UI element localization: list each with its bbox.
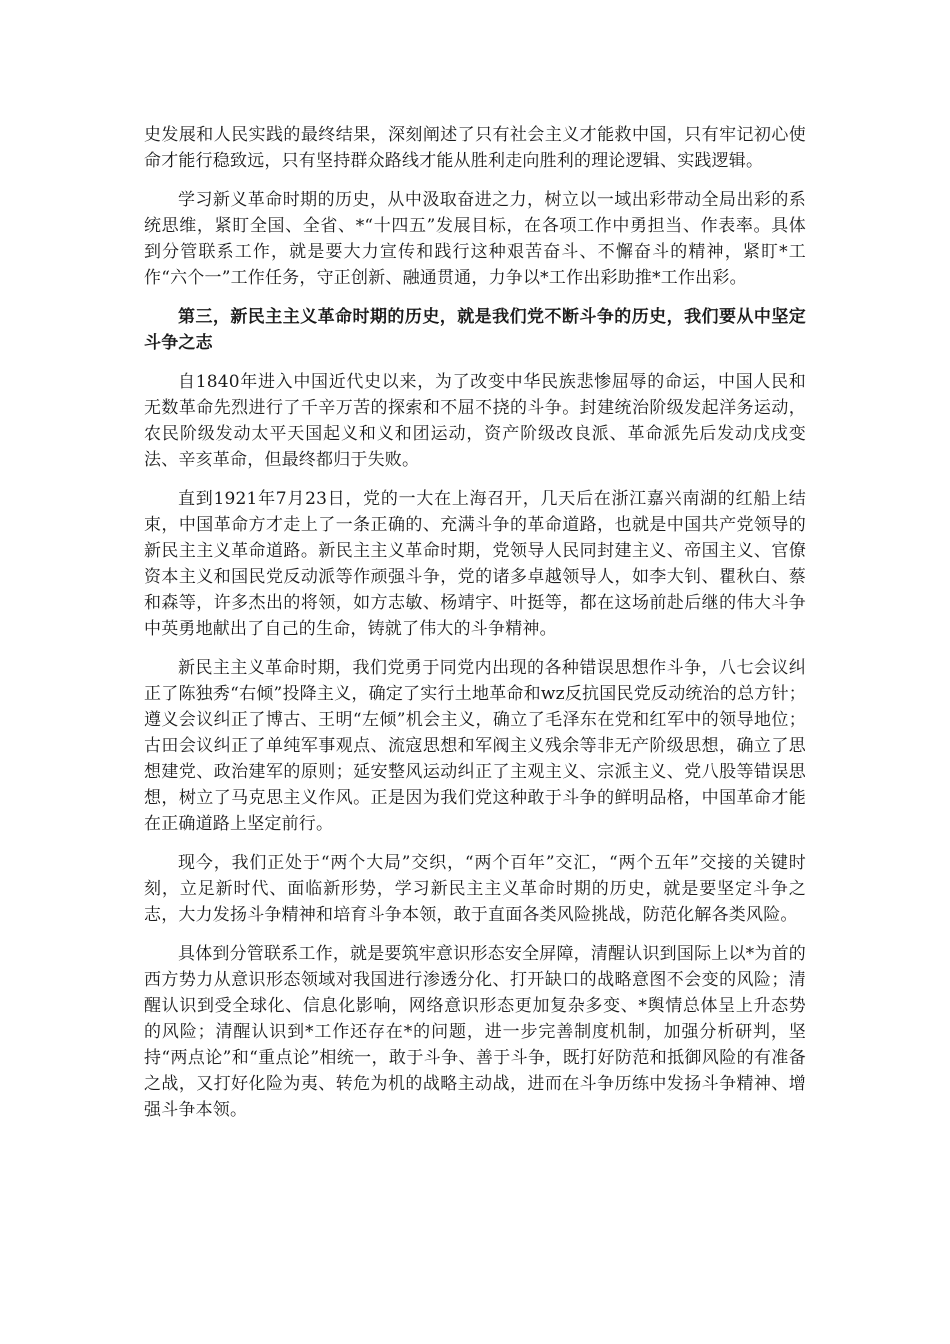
document-page: [144, 122, 806, 1136]
paragraph: 学习新义革命时期的历史，从中汲取奋进之力，树立以一域出彩带动全局出彩的系统思维，紧盯全国、全省、*“十四五”发展目标，在各项工作中勇担当、作表率。具体到分管联系工作，就是要大力宣传和践行这种艰苦奋斗、不懈奋斗的精神，紧盯*工作“六个一”工作任务，守正创新、融通贯通，力争以*工作出彩助推*工作出彩。: [144, 190, 806, 288]
paragraph: 直到1921年7月23日，党的一大在上海召开，几天后在浙江嘉兴南湖的红船上结束，中国革命方才走上了一条正确的、充满斗争的革命道路，也就是中国共产党领导的新民主主义革命道路。新民主主义革命时期，党领导人民同封建主义、帝国主义、官僚资本主义和国民党反动派等作顽强斗争，党的诸多卓越领导人，如李大钊、瞿秋白、蔡和森等，许多杰出的将领，如方志敏、杨靖宇、叶挺等，都在这场前赴后继的伟大斗争中英勇地献出了自己的生命，铸就了伟大的斗争精神。: [144, 489, 806, 639]
paragraph: 新民主主义革命时期，我们党勇于同党内出现的各种错误思想作斗争，八七会议纠正了陈独秀“右倾”投降主义，确定了实行土地革命和wz反抗国民党反动统治的总方针；遵义会议纠正了博古、王明“左倾”机会主义，确立了毛泽东在党和红军中的领导地位；古田会议纠正了单纯军事观点、流寇思想和军阀主义残余等非无产阶级思想，确立了思想建党、政治建军的原则；延安整风运动纠正了主观主义、宗派主义、党八股等错误思想，树立了马克思主义作风。正是因为我们党这种敢于斗争的鲜明品格，中国革命才能在正确道路上坚定前行。: [144, 658, 806, 834]
paragraph: 自1840年进入中国近代史以来，为了改变中华民族悲惨屈辱的命运，中国人民和无数革命先烈进行了千辛万苦的探索和不屈不挠的斗争。封建统治阶级发起洋务运动，农民阶级发动太平天国起义和义和团运动，资产阶级改良派、革命派先后发动戊戌变法、辛亥革命，但最终都归于失败。: [144, 372, 806, 470]
section-heading: 第三，新民主主义革命时期的历史，就是我们党不断斗争的历史，我们要从中坚定斗争之志: [144, 307, 806, 353]
paragraph-continued: 史发展和人民实践的最终结果，深刻阐述了只有社会主义才能救中国，只有牢记初心使命才能行稳致远，只有坚持群众路线才能从胜利走向胜利的理论逻辑、实践逻辑。: [144, 125, 806, 171]
paragraph: 现今，我们正处于“两个大局”交织，“两个百年”交汇，“两个五年”交接的关键时刻，立足新时代、面临新形势，学习新民主主义革命时期的历史，就是要坚定斗争之志，大力发扬斗争精神和培育斗争本领，敢于直面各类风险挑战，防范化解各类风险。: [144, 853, 806, 925]
paragraph: 具体到分管联系工作，就是要筑牢意识形态安全屏障，清醒认识到国际上以*为首的西方势力从意识形态领域对我国进行渗透分化、打开缺口的战略意图不会变的风险；清醒认识到受全球化、信息化影响，网络意识形态更加复杂多变、*舆情总体呈上升态势的风险；清醒认识到*工作还存在*的问题，进一步完善制度机制，加强分析研判，坚持“两点论”和“重点论”相统一，敢于斗争、善于斗争，既打好防范和抵御风险的有准备之战，又打好化险为夷、转危为机的战略主动战，进而在斗争历练中发扬斗争精神、增强斗争本领。: [144, 944, 806, 1120]
